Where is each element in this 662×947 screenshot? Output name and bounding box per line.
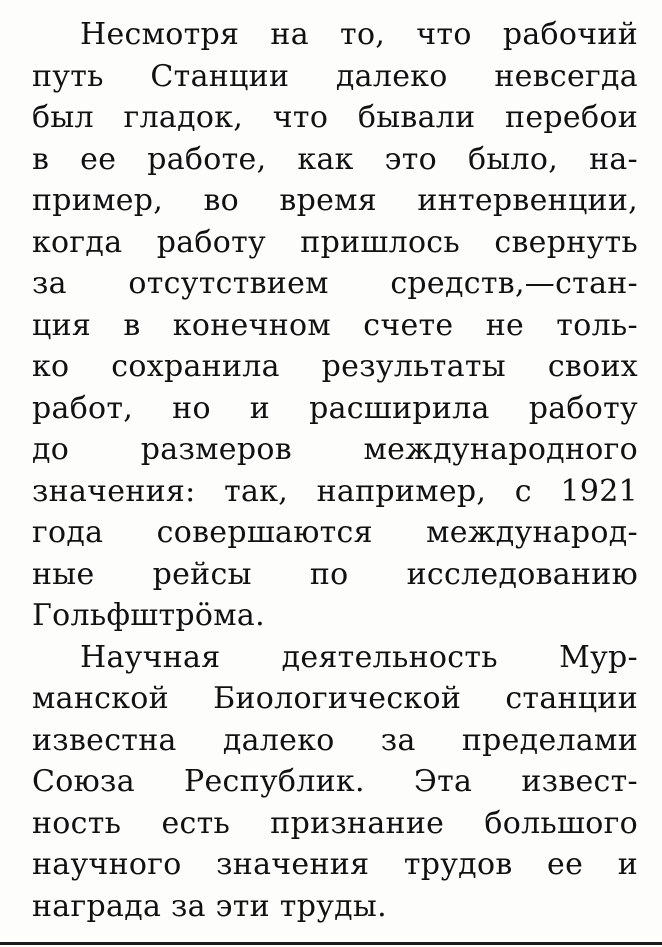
- text-line: до размеров международного: [32, 432, 638, 467]
- text-line: известна далеко за пределами: [32, 722, 638, 758]
- text-line: был гладок, что бывали перебои: [32, 100, 638, 135]
- text-line: манской Биологической станции: [32, 681, 638, 716]
- text-line: работ, но и расширила работу: [32, 390, 638, 426]
- text-line: Несмотря на то, что рабочий: [80, 17, 638, 52]
- text-line: научного значения трудов ее и: [32, 847, 638, 882]
- bottom-rule: [0, 942, 662, 945]
- text-line: года совершаются международ-: [32, 515, 638, 550]
- text-line: за отсутствием средств,—стан-: [32, 266, 638, 301]
- paragraph-2: [32, 637, 638, 928]
- paragraph-1: [32, 14, 638, 637]
- text-line: пример, во время интервенции,: [32, 183, 638, 218]
- text-line: значения: так, например, с 1921: [32, 473, 638, 509]
- text-line: в ее работе, как это было, на-: [32, 141, 638, 177]
- text-line: награда за эти труды.: [32, 888, 387, 924]
- article-column: [32, 14, 638, 927]
- text-line: Научная деятельность Мур-: [80, 639, 638, 675]
- text-line: ные рейсы по исследованию: [32, 556, 638, 592]
- text-line: ко сохранила результаты своих: [32, 349, 638, 384]
- text-line: Союза Республик. Эта извест-: [32, 764, 638, 799]
- text-line: Гольфштрöма.: [32, 598, 265, 633]
- text-line: ция в конечном счете не толь-: [32, 307, 638, 343]
- text-line: когда работу пришлось свернуть: [32, 224, 638, 260]
- text-line: путь Станции далеко невсегда: [32, 58, 638, 94]
- text-line: ность есть признание большого: [32, 805, 638, 841]
